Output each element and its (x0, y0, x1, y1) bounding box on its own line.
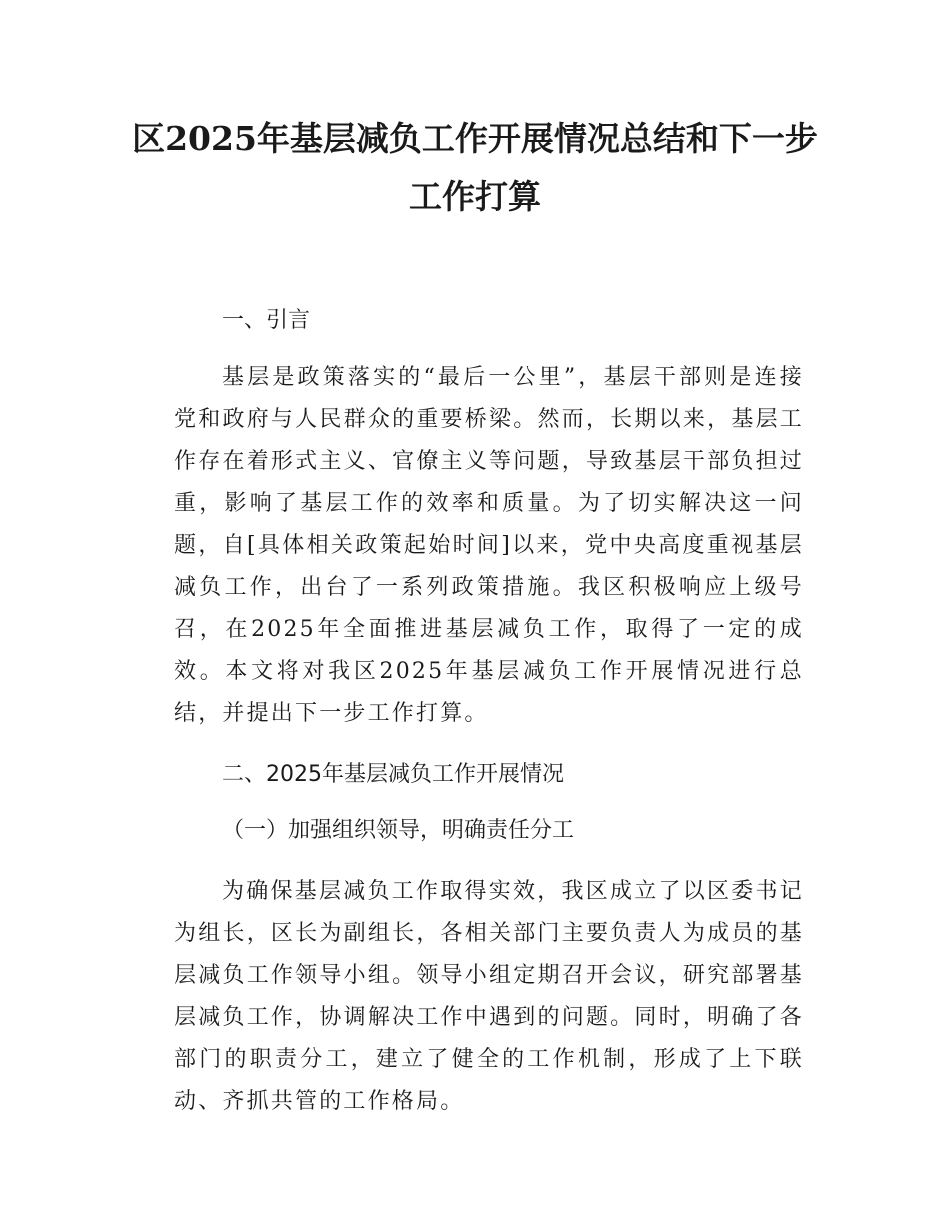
subsection-heading-leadership: （一）加强组织领导，明确责任分工 (222, 818, 575, 843)
section-heading-status: 二、2025年基层减负工作开展情况 (222, 762, 564, 787)
intro-paragraph: 基层是政策落实的“最后一公里”，基层干部则是连接党和政府与人民群众的重要桥梁。然而，长期以来，基层工作存在着形式主义、官僚主义等问题，导致基层干部负担过重，影响了基层工作的效率和质量。为了切实解决这一问题，自[具体相关政策起始时间]以来，党中央高度重视基层减负工作，出台了一系列政策措施。我区积极响应上级号召，在2025年全面推进基层减负工作，取得了一定的成效。本文将对我区2025年基层减负工作开展情况进行总结，并提出下一步工作打算。 (174, 365, 804, 726)
section-heading-intro: 一、引言 (222, 308, 311, 333)
document-title: 区2025年基层减负工作开展情况总结和下一步工作打算 (132, 119, 818, 216)
leadership-paragraph: 为确保基层减负工作取得实效，我区成立了以区委书记为组长，区长为副组长，各相关部门主要负责人为成员的基层减负工作领导小组。领导小组定期召开会议，研究部署基层减负工作，协调解决工作中遇到的问题。同时，明确了各部门的职责分工，建立了健全的工作机制，形成了上下联动、齐抓共管的工作格局。 (174, 879, 804, 1114)
